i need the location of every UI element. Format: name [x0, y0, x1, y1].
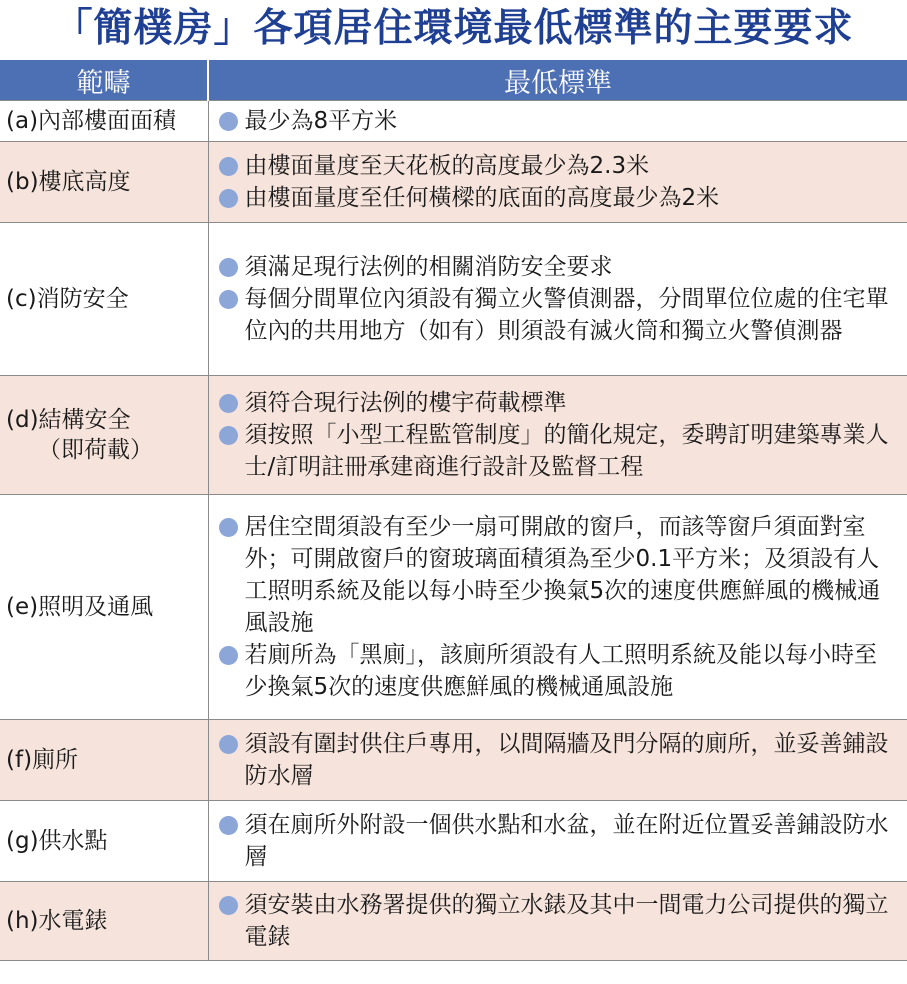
row-category — [0, 101, 208, 142]
category-label: (e)照明及通風 — [6, 594, 154, 620]
row-requirements — [208, 882, 907, 961]
list-item: 須滿足現行法例的相關消防安全要求 — [219, 251, 900, 283]
row-category — [0, 495, 208, 720]
table-row — [0, 495, 907, 720]
list-item: 居住空間須設有至少一扇可開啟的窗戶，而該等窗戶須面對室外；可開啟窗戶的窗玻璃面積須為至少0.1平方米；及須設有人工照明系統及能以每小時至少換氣5次的速度供應鮮風的機械通風設施 — [219, 511, 900, 639]
bullet-icon — [219, 189, 238, 208]
table-row — [0, 882, 907, 961]
bullet-icon — [219, 646, 238, 665]
list-item: 每個分間單位內須設有獨立火警偵測器，分間單位位處的住宅單位內的共用地方（如有）則須設有滅火筒和獨立火警偵測器 — [219, 283, 900, 347]
row-requirements — [208, 801, 907, 882]
bullet-icon — [219, 394, 238, 413]
category-label: (a)內部樓面面積 — [6, 108, 177, 134]
list-item: 須按照「小型工程監管制度」的簡化規定，委聘訂明建築專業人士/訂明註冊承建商進行設計及監督工程 — [219, 419, 900, 483]
bullet-icon — [219, 258, 238, 277]
table-row — [0, 142, 907, 223]
bullet-icon — [219, 112, 238, 131]
table-row — [0, 101, 907, 142]
list-item: 由樓面量度至任何橫樑的底面的高度最少為2米 — [219, 182, 900, 214]
row-category — [0, 376, 208, 495]
table-row — [0, 376, 907, 495]
table-header-row — [0, 60, 907, 101]
category-label: (c)消防安全 — [6, 286, 129, 312]
bullet-icon — [219, 816, 238, 835]
header-standard: 最低標準 — [208, 60, 907, 101]
row-category — [0, 142, 208, 223]
category-sublabel: （即荷載） — [38, 437, 153, 463]
header-category: 範疇 — [0, 60, 208, 101]
category-label: (g)供水點 — [6, 828, 108, 854]
bullet-icon — [219, 157, 238, 176]
table-row — [0, 223, 907, 376]
category-label: (b)樓底高度 — [6, 169, 131, 195]
row-requirements — [208, 376, 907, 495]
row-requirements — [208, 720, 907, 801]
list-item: 由樓面量度至天花板的高度最少為2.3米 — [219, 150, 900, 182]
list-item: 須在廁所外附設一個供水點和水盆，並在附近位置妥善鋪設防水層 — [219, 809, 900, 873]
bullet-icon — [219, 290, 238, 309]
category-label: (h)水電錶 — [6, 908, 108, 934]
category-label: (d)結構安全 — [6, 407, 131, 433]
row-requirements — [208, 223, 907, 376]
row-requirements — [208, 101, 907, 142]
list-item: 須符合現行法例的樓宇荷載標準 — [219, 387, 900, 419]
row-category — [0, 882, 208, 961]
list-item: 須安裝由水務署提供的獨立水錶及其中一間電力公司提供的獨立電錶 — [219, 889, 900, 953]
row-category — [0, 801, 208, 882]
list-item: 若廁所為「黑廁」，該廁所須設有人工照明系統及能以每小時至少換氣5次的速度供應鮮風的機械通風設施 — [219, 639, 900, 703]
bullet-icon — [219, 518, 238, 537]
row-category — [0, 223, 208, 376]
category-label: (f)廁所 — [6, 747, 79, 773]
bullet-icon — [219, 896, 238, 915]
standards-table — [0, 60, 907, 961]
row-requirements — [208, 142, 907, 223]
bullet-icon — [219, 426, 238, 445]
table-row — [0, 720, 907, 801]
table-row — [0, 801, 907, 882]
bullet-icon — [219, 735, 238, 754]
list-item: 須設有圍封供住戶專用，以間隔牆及門分隔的廁所，並妥善鋪設防水層 — [219, 728, 900, 792]
page-title: 「簡樸房」各項居住環境最低標準的主要要求 — [53, 6, 854, 51]
list-item: 最少為8平方米 — [219, 105, 900, 137]
row-requirements — [208, 495, 907, 720]
row-category — [0, 720, 208, 801]
